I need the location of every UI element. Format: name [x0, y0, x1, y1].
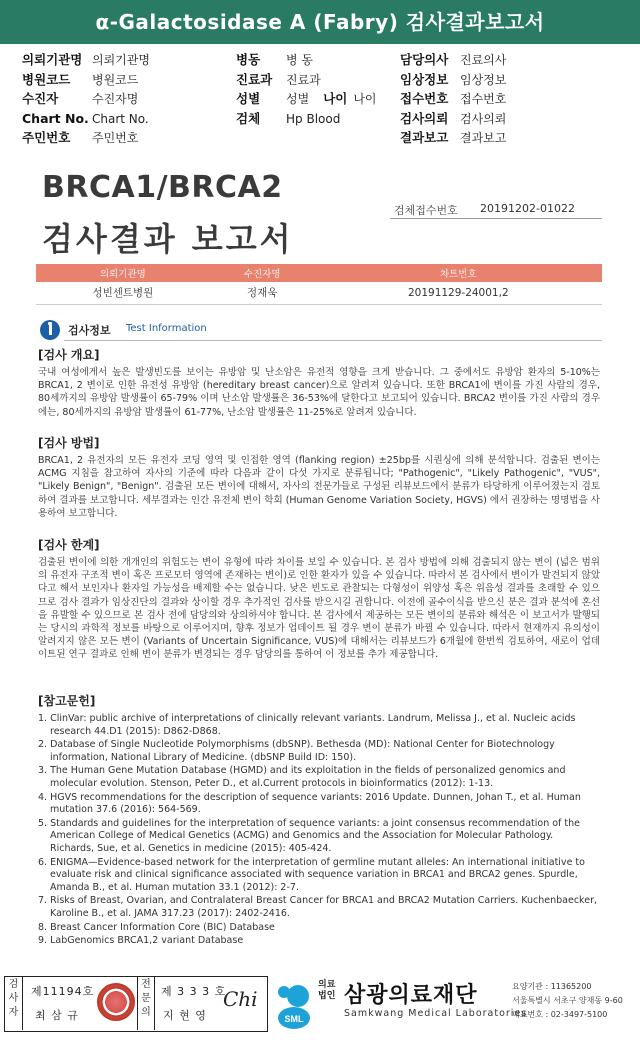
info-value: 주민번호 — [92, 131, 139, 145]
overview-heading: [검사 개요] — [38, 348, 100, 362]
reference-item: 2. Database of Single Nucleotide Polymorphisms (dbSNP). Bethesda (MD): National Center for Biotechnology information, National Library of Medicine. (dbSNP Build ID: 150). — [38, 739, 555, 763]
info-row — [22, 50, 150, 70]
report-title-bar: α-Galactosidase A (Fabry) 검사결과보고서 — [0, 0, 640, 44]
specialist-name: 지 현 영 — [163, 1009, 207, 1022]
report-footer — [0, 972, 640, 1040]
info-row — [400, 70, 506, 90]
info-label: 의뢰기관명 — [22, 52, 83, 67]
receipt-underline — [390, 218, 602, 219]
info-row — [236, 70, 377, 90]
scanned-report — [22, 168, 618, 968]
patient-info-grid — [0, 48, 640, 156]
section-label: 검사정보 — [68, 324, 111, 337]
contact-line: 요양기관 : 11365200 — [512, 982, 592, 991]
org-prefix: 의료 법인 — [318, 980, 336, 1001]
info-value: Chart No. — [92, 111, 149, 126]
info-value: 수진자명 — [92, 92, 139, 106]
info-row — [400, 50, 506, 70]
info-label: 담당의사 — [400, 52, 449, 67]
info-value: 임상정보 — [460, 72, 507, 87]
info-row — [400, 128, 506, 148]
examiner-license: 제11194호 — [31, 985, 95, 998]
limits-heading: [검사 한계] — [38, 538, 100, 552]
table-header: 차트번호 — [315, 264, 602, 282]
references-block — [38, 692, 600, 949]
table-cell: 성빈센트병원 — [36, 282, 210, 304]
info-value: 검사의뢰 — [460, 111, 507, 126]
reference-item: 5. Standards and guidelines for the interpretation of sequence variants: a joint consensus recommendation of the American College of Medical Genetics (ACMG) and Genomics and the Association for Molecular Pathology. Richards, Sue, et al. Genetics in medicine (2015): 405-424. — [38, 817, 581, 854]
sml-logo-icon — [272, 976, 316, 1032]
info-row — [22, 128, 150, 148]
official-seal-icon — [97, 983, 135, 1021]
info-label: 병원코드 — [22, 71, 71, 87]
info-value: 병원코드 — [92, 72, 139, 87]
reference-item: 7. Risks of Breast, Ovarian, and Contralateral Breast Cancer for BRCA1 and BRCA2 Mutation Carriers. Kuchenbaecker, Karoline B., et al. JAMA 317.23 (2017): 2402-2416. — [38, 895, 597, 919]
info-label: 검사의뢰 — [400, 110, 449, 126]
specialist-license: 제 3 3 3 호 — [161, 985, 227, 998]
reference-item: 9. LabGenomics BRCA1,2 variant Database — [38, 935, 244, 947]
info-label: 주민번호 — [22, 130, 71, 145]
limits-text: 검출된 변이에 의한 개개인의 위험도는 변이 유형에 따라 차이를 보일 수 있습니다. 본 검사 방법에 의해 검출되지 않는 변이 (넓은 범위의 유전자 구조적 변이 혹은 프로모터 영역에 존재하는 변이)로 인한 환자가 있을 수 있습니다. 따라서 본 검사에서 변이가 발견되지 않았다고 해서 보인자나 환자일 가능성을 배제할 수는 없습니다. 낮은 빈도로 관찰되는 다형성이 위양성 혹은 위음성 결과를 초래할 수 있으므로 검사 결과가 임상진단의 결과와 상이할 경우 추가적인 검사를 받으시길 권합니다. 이전에 골수이식을 받으신 분은 결과 분석에 혼선을 유발할 수 있으므로 본 검사 전에 담당의와 상의하셔야 합니다. 본 검사에서 제공하는 모든 변이의 분류와 해석은 이 보고서가 발행되는 당시의 과학적 정보를 바탕으로 이루어지며, 향후 정보가 업데이트 될 경우 변이 분류가 바뀔 수 있습니다. 따라서 현재까지 유의성이 알려지지 않은 모든 변이 (Variants of Uncertain Significance, VUS)에 대해서는 리뷰보드가 6개월에 한번씩 검토하여, 새로이 업데이트된 연구 결과로 인해 변이 분류가 변경되는 경우 담당의를 통하여 이 정보를 추가 제공합니다. — [38, 557, 600, 661]
info-column-3 — [400, 50, 506, 148]
reference-item: 1. ClinVar: public archive of interpretations of clinically relevant variants. Landrum, Melissa J., et al. Nucleic acids research 44.D1 (2015): D862-D868. — [38, 713, 576, 737]
info-label: 진료과 — [236, 71, 273, 87]
info-label: 수진자 — [22, 91, 59, 106]
signature-box — [4, 976, 268, 1032]
overview-text: 국내 여성에게서 높은 발생빈도를 보이는 유방암 및 난소암은 유전적 영향을 크게 받습니다. 그 중에서도 유방암 환자의 5-10%는 BRCA1, 2 변이로 인한 유전성 유방암 (hereditary breast cancer)으로 알려져 있습니다. 또한 BRCA1에 변이를 가진 사람의 경우, 80세까지의 유방암 발생률이 65-79% 이며 난소암 발생률은 36-53%에 달한다고 보고되어 있습니다. BRCA2 변이를 가진 사람의 경우에는, 80세까지의 유방암 발생률이 61-77%, 난소암 발생률은 11-25%로 알려져 있습니다. — [38, 367, 600, 418]
info-column-1 — [22, 50, 150, 148]
info-label: 결과보고 — [400, 130, 449, 145]
contact-line: 대표번호 : 02-3497-5100 — [512, 1010, 608, 1019]
report-subtitle: 검사결과 보고서 — [42, 220, 294, 258]
info-row — [22, 109, 150, 129]
limits-block — [38, 536, 600, 662]
section-divider — [64, 340, 602, 341]
table-header: 수진자명 — [210, 264, 315, 282]
info-value: 진료과 — [286, 72, 321, 87]
info-row — [400, 109, 506, 129]
info-value: 진료의사 — [460, 53, 507, 67]
reference-item: 3. The Human Gene Mutation Database (HGMD) and its exploitation in the fields of personalized genomics and molecular evolution. Stenson, Peter D., et al.Current protocols in bioinformatics (2012): 1-13. — [38, 765, 566, 789]
test-info-section-header — [38, 318, 602, 342]
info-label: 검체 — [236, 110, 261, 126]
references-heading: [참고문헌] — [38, 694, 96, 708]
reference-item: 8. Breast Cancer Information Core (BIC) Database — [38, 921, 275, 933]
patient-table — [36, 264, 602, 305]
info-row — [22, 70, 150, 90]
reference-item: 6. ENIGMA—Evidence-based network for the interpretation of germline mutant alleles: An international initiative to evaluate risk and clinical significance associated with sequence variation in BRCA1 and BRCA2 genes. Spurdle, Amanda B., et al. Human mutation 33.1 (2012): 2-7. — [38, 856, 585, 893]
table-header: 의뢰기관명 — [36, 264, 210, 282]
info-column-2 — [236, 50, 377, 128]
info-row — [236, 109, 377, 129]
info-label: 성별 — [236, 91, 261, 106]
section-sub-label: Test Information — [126, 323, 207, 334]
reference-item: 4. HGVS recommendations for the description of sequence variants: 2016 Update. Dunnen, Johan T., et al. Human mutation 37.6 (2016): 564-569. — [38, 791, 581, 816]
info-row — [22, 89, 150, 109]
info-value: 의뢰기관명 — [92, 53, 150, 67]
method-block — [38, 434, 600, 520]
org-name: 삼광의료재단 — [344, 983, 478, 1008]
table-cell: 정재욱 — [210, 282, 315, 304]
overview-block — [38, 346, 600, 419]
info-value: Hp Blood — [286, 111, 341, 126]
org-english-name: Samkwang Medical Laboratories — [344, 1008, 528, 1019]
contact-info — [512, 980, 623, 1022]
method-heading: [검사 방법] — [38, 436, 100, 450]
table-row — [36, 282, 602, 304]
info-label: 접수번호 — [400, 91, 449, 106]
method-text: BRCA1, 2 유전자의 모든 유전자 코딩 영역 및 인접한 영역 (flanking region) ±25bp를 시퀀싱에 의해 분석합니다. 검출된 변이는 ACMG 지침을 참고하여 자사의 기준에 따라 다음과 같이 다섯 가지로 분류됩니다; "Pathogenic", "Likely Pathogenic", "VUS", "Likely Benign", "Benign". 검출된 모든 변이에 대해서, 자사의 전문가들로 구성된 리뷰보드에서 분류가 타당하게 이루어졌는지 검토하여 결과를 보고합니다. 세부결과는 인간 유전체 변이 학회 (Human Genome Variation Society, HGVS) 에서 권장하는 명명법을 사용하여 보고합니다. — [38, 455, 600, 519]
info-row — [236, 89, 377, 109]
info-row — [236, 50, 377, 70]
info-label: 임상정보 — [400, 71, 449, 87]
info-value: 접수번호 — [460, 92, 507, 106]
signature: Chi — [223, 987, 258, 1011]
table-cell: 20191129-24001,2 — [315, 282, 602, 304]
info-label: Chart No. — [22, 110, 89, 126]
info-label: 병동 — [236, 52, 261, 67]
info-value: 성별 — [286, 92, 310, 106]
references-list — [38, 713, 600, 948]
info-value: 결과보고 — [460, 131, 507, 145]
info-value: 병 동 — [286, 53, 313, 67]
info-icon — [40, 320, 60, 340]
examiner-name: 최 삼 규 — [35, 1009, 79, 1022]
age-label: 나이 — [323, 91, 348, 106]
contact-line: 서울특별시 서초구 양재동 9-60 — [512, 996, 623, 1005]
receipt-label: 검체접수번호 — [394, 204, 458, 217]
info-row — [400, 89, 506, 109]
receipt-value: 20191202-01022 — [480, 202, 575, 215]
examiner-vertical-label: 검사자 — [5, 977, 23, 1030]
logo-badge-text: SML — [284, 1014, 304, 1024]
specialist-vertical-label: 전문의 — [137, 977, 155, 1030]
brca-title: BRCA1/BRCA2 — [42, 170, 283, 205]
age-value: 나이 — [353, 92, 377, 106]
